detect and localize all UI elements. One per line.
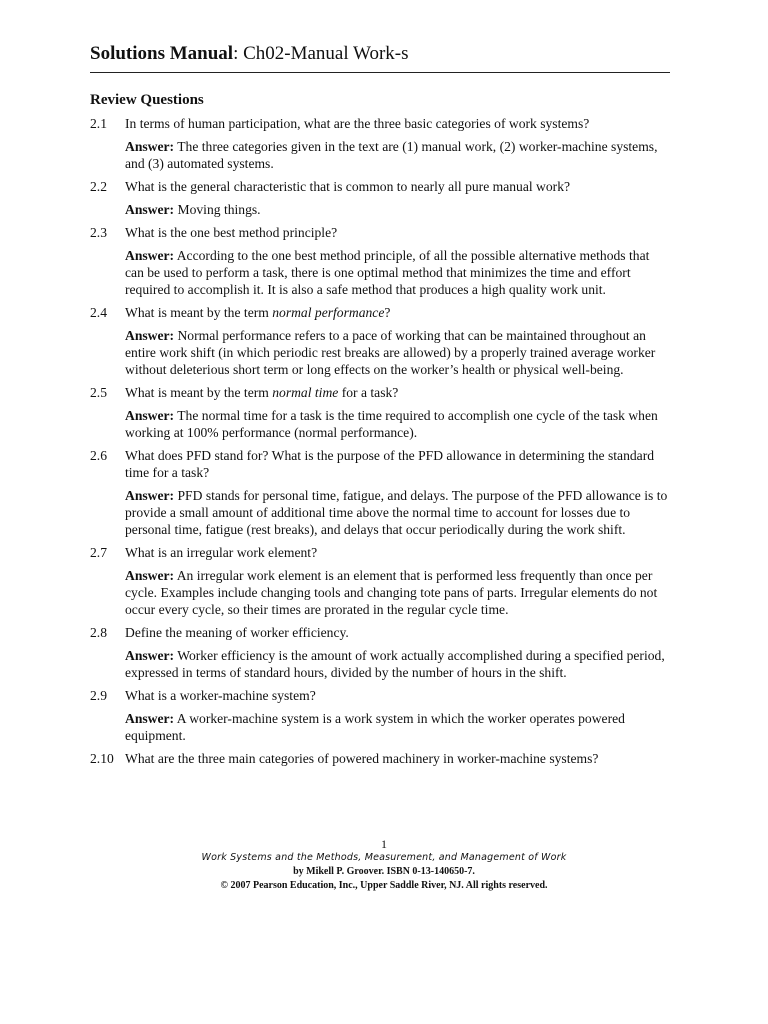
- question-text: [125, 384, 670, 401]
- question-item: [90, 224, 670, 241]
- question-item: [90, 304, 670, 321]
- question-text: [125, 224, 670, 241]
- answer-label: Answer:: [125, 139, 175, 154]
- question-text-part: What does PFD stand for? What is the purpose of the PFD allowance in determining the standard time for a task?: [125, 448, 655, 480]
- question-text: [125, 178, 670, 195]
- question-item: [90, 384, 670, 401]
- answer-paragraph: [125, 247, 670, 298]
- header-title-rest: : Ch02-Manual Work-s: [233, 43, 409, 64]
- question-number: 2.4: [90, 305, 107, 320]
- copyright-line: © 2007 Pearson Education, Inc., Upper Saddle River, NJ. All rights reserved.: [220, 880, 548, 891]
- question-text: [125, 447, 670, 481]
- page-footer: [0, 837, 768, 893]
- question-number: 2.8: [90, 625, 107, 640]
- question-number: 2.2: [90, 179, 107, 194]
- answer-paragraph: [125, 407, 670, 441]
- question-text: [125, 544, 670, 561]
- question-number: 2.6: [90, 448, 107, 463]
- question-number: 2.7: [90, 545, 107, 560]
- question-text-part: for a task?: [338, 385, 399, 400]
- answer-paragraph: [125, 327, 670, 378]
- book-title: Work Systems and the Methods, Measurement, and Management of Work: [201, 852, 567, 863]
- question-item: [90, 544, 670, 561]
- answer-label: Answer:: [125, 248, 175, 263]
- answer-text: A worker-machine system is a work system in which the worker operates powered equipment.: [125, 711, 625, 743]
- answer-paragraph: [125, 201, 670, 218]
- answer-paragraph: [125, 138, 670, 172]
- page-number: 1: [381, 837, 387, 851]
- answer-text: Moving things.: [174, 202, 261, 217]
- header-title-strong: Solutions Manual: [90, 43, 234, 64]
- answer-label: Answer:: [125, 568, 175, 583]
- question-item: [90, 178, 670, 195]
- question-item: [90, 687, 670, 704]
- author-line: by Mikell P. Groover. ISBN 0-13-140650-7.: [293, 866, 475, 877]
- answer-label: Answer:: [125, 488, 175, 503]
- answer-paragraph: [125, 647, 670, 681]
- answer-text: An irregular work element is an element that is performed less frequently than once per cycle. Examples include changing tools and changing tote pans of parts. Irregular elements do not occur every cycle, so their times are prorated in the regular cycle time.: [125, 568, 658, 617]
- question-text-part: What is the general characteristic that is common to nearly all pure manual work?: [125, 179, 571, 194]
- page-header: [90, 42, 670, 66]
- question-text: [125, 624, 670, 641]
- question-number: 2.10: [90, 751, 114, 766]
- question-number: 2.3: [90, 225, 107, 240]
- answer-text: The normal time for a task is the time required to accomplish one cycle of the task when working at 100% performance (normal performance).: [125, 408, 658, 440]
- section-title: Review Questions: [90, 92, 204, 108]
- question-item: [90, 447, 670, 481]
- question-number: 2.1: [90, 116, 107, 131]
- qa-list: [90, 115, 670, 767]
- question-text-part: What is the one best method principle?: [125, 225, 338, 240]
- answer-text: Worker efficiency is the amount of work actually accomplished during a specified period, expressed in terms of standard hours, divided by the number of hours in the shift.: [125, 648, 665, 680]
- answer-label: Answer:: [125, 711, 175, 726]
- question-text: [125, 687, 670, 704]
- question-text: [125, 115, 670, 132]
- question-emphasis: normal performance: [272, 305, 385, 320]
- question-text-part: What is meant by the term: [125, 305, 273, 320]
- question-number: 2.9: [90, 688, 107, 703]
- question-item: [90, 750, 670, 767]
- question-text-part: What is a worker-machine system?: [125, 688, 316, 703]
- answer-label: Answer:: [125, 648, 175, 663]
- answer-text: Normal performance refers to a pace of working that can be maintained throughout an entire work shift (in which periodic rest breaks are allowed) by a properly trained average worker without deleterious short term or long effects on the worker’s health or physical well-being.: [125, 328, 656, 377]
- question-text-part: What are the three main categories of powered machinery in worker-machine systems?: [125, 751, 599, 766]
- question-text-part: ?: [384, 305, 391, 320]
- answer-paragraph: [125, 487, 670, 538]
- answer-label: Answer:: [125, 202, 175, 217]
- answer-text: According to the one best method principle, of all the possible alternative methods that can be used to perform a task, there is one optimal method that minimizes the time and effort required to accomplish it. It is also a safe method that produces a high quality work unit.: [125, 248, 650, 297]
- question-text-part: What is meant by the term: [125, 385, 273, 400]
- content: [90, 92, 670, 767]
- question-text: [125, 304, 670, 321]
- question-text-part: In terms of human participation, what are the three basic categories of work systems?: [125, 116, 590, 131]
- question-text-part: Define the meaning of worker efficiency.: [125, 625, 349, 640]
- answer-paragraph: [125, 567, 670, 618]
- question-text: [125, 750, 670, 767]
- answer-paragraph: [125, 710, 670, 744]
- question-item: [90, 115, 670, 132]
- question-text-part: What is an irregular work element?: [125, 545, 318, 560]
- answer-text: The three categories given in the text are (1) manual work, (2) worker-machine systems, and (3) automated systems.: [125, 139, 658, 171]
- question-number: 2.5: [90, 385, 107, 400]
- answer-label: Answer:: [125, 328, 175, 343]
- answer-text: PFD stands for personal time, fatigue, and delays. The purpose of the PFD allowance is to provide a small amount of additional time above the normal time to account for losses due to personal time, fatigue (rest breaks), and delays that occur periodically during the work shift.: [125, 488, 668, 537]
- header-rule: [90, 72, 670, 73]
- question-item: [90, 624, 670, 641]
- question-emphasis: normal time: [272, 385, 339, 400]
- answer-label: Answer:: [125, 408, 175, 423]
